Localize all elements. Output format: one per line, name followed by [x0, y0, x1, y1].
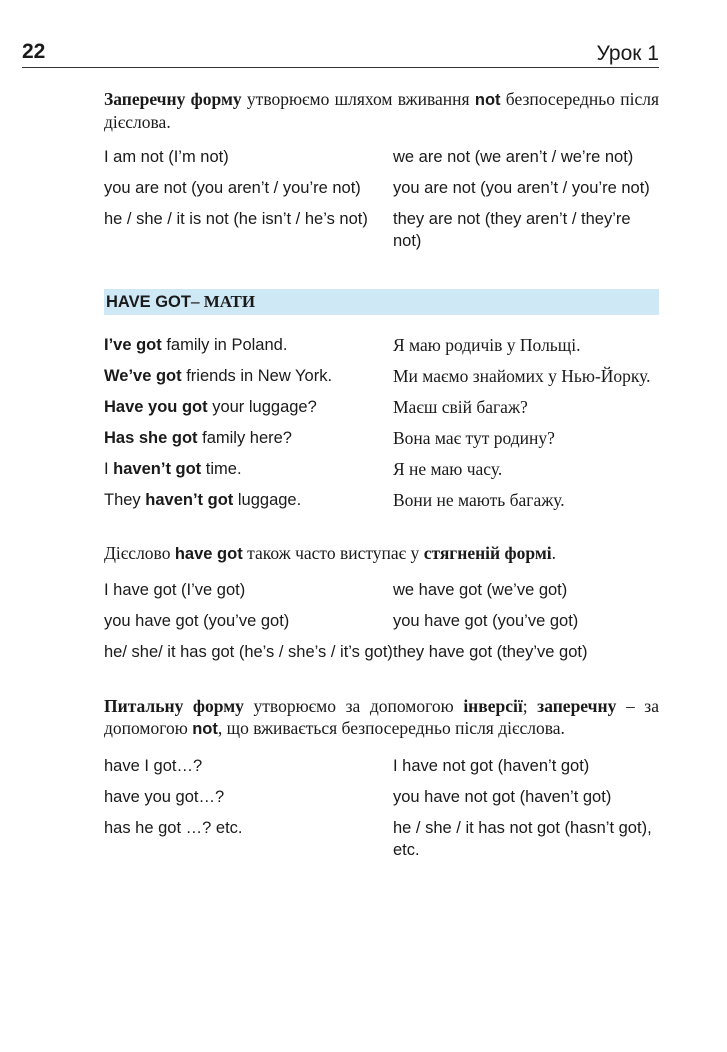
page-number: 22 [22, 40, 46, 63]
text: утворюємо шляхом вживання [241, 89, 475, 109]
have-got-contracted-table [104, 579, 659, 663]
example-ua: Я маю родичів у Польщі. [393, 335, 581, 355]
table-cell: I have not got (haven’t got) [393, 757, 590, 775]
example-ua: Я не маю часу. [393, 459, 503, 479]
example-en: Have you got your luggage? [104, 398, 317, 416]
table-cell: we are not (we aren’t / we’re not) [393, 148, 634, 166]
example-en: They haven’t got luggage. [104, 491, 302, 509]
table-cell: he / she / it has not got (hasn’t got), etc. [393, 819, 652, 859]
text: , що вживається безпосередньо після дієслова. [217, 718, 565, 738]
page-content [104, 88, 659, 861]
table-cell: you have got (you’ve got) [104, 612, 290, 630]
table-cell: we have got (we’ve got) [393, 581, 568, 599]
example-ua: Ми маємо знайомих у Нью-Йорку. [393, 366, 651, 386]
example-en: I haven’t got time. [104, 460, 242, 478]
text: – за допомогою [104, 696, 659, 738]
table-cell: he / she / it is not (he isn’t / he’s not) [104, 210, 368, 228]
section-title-en: HAVE GOT [106, 292, 191, 311]
have-got-examples-table [104, 334, 659, 511]
bold-term: Заперечну форму [104, 89, 242, 109]
table-cell: they are not (they aren’t / they’re not) [393, 210, 631, 250]
section-title-ua: – МАТИ [190, 292, 256, 311]
negative-form-paragraph [104, 88, 659, 133]
text: також часто виступає у [242, 543, 424, 563]
bold-term: Питальну форму [104, 696, 244, 716]
have-got-question-negative-table [104, 755, 659, 861]
question-negative-paragraph [104, 695, 659, 740]
table-cell: you have got (you’ve got) [393, 612, 579, 630]
keyword-not: not [474, 91, 501, 109]
bold-term: заперечну [537, 696, 617, 716]
table-cell: has he got …? etc. [104, 819, 243, 837]
contracted-form-paragraph [104, 542, 659, 565]
table-cell: they have got (they’ve got) [393, 643, 588, 661]
text: ; [522, 696, 538, 716]
keyword-not: not [192, 720, 218, 738]
table-cell: have I got…? [104, 757, 203, 775]
text: утворюємо за допомогою [243, 696, 464, 716]
table-cell: you are not (you aren’t / you’re not) [393, 179, 650, 197]
example-en: I’ve got family in Poland. [104, 336, 288, 354]
be-negative-table [104, 146, 659, 252]
text: . [551, 543, 556, 563]
table-cell: I am not (I’m not) [104, 148, 229, 166]
example-ua: Вона має тут родину? [393, 428, 555, 448]
table-cell: you are not (you aren’t / you’re not) [104, 179, 361, 197]
bold-term: інверсії [463, 696, 523, 716]
example-ua: Маєш свій багаж? [393, 397, 528, 417]
bold-term: стягненій формі [423, 543, 552, 563]
example-ua: Вони не мають багажу. [393, 490, 565, 510]
example-en: We’ve got friends in New York. [104, 367, 333, 385]
section-heading-have-got [104, 289, 659, 315]
table-cell: have you got…? [104, 788, 225, 806]
keyword-have-got: have got [174, 545, 243, 563]
table-cell: you have not got (haven’t got) [393, 788, 612, 806]
header-rule [22, 67, 659, 68]
table-cell: I have got (I’ve got) [104, 581, 246, 599]
example-en: Has she got family here? [104, 429, 292, 447]
lesson-title: Урок 1 [596, 42, 659, 65]
table-cell: he/ she/ it has got (he’s / she’s / it’s got) [104, 643, 393, 661]
text: Дієслово [104, 543, 175, 563]
text: безпосередньо після дієслова. [104, 89, 660, 132]
